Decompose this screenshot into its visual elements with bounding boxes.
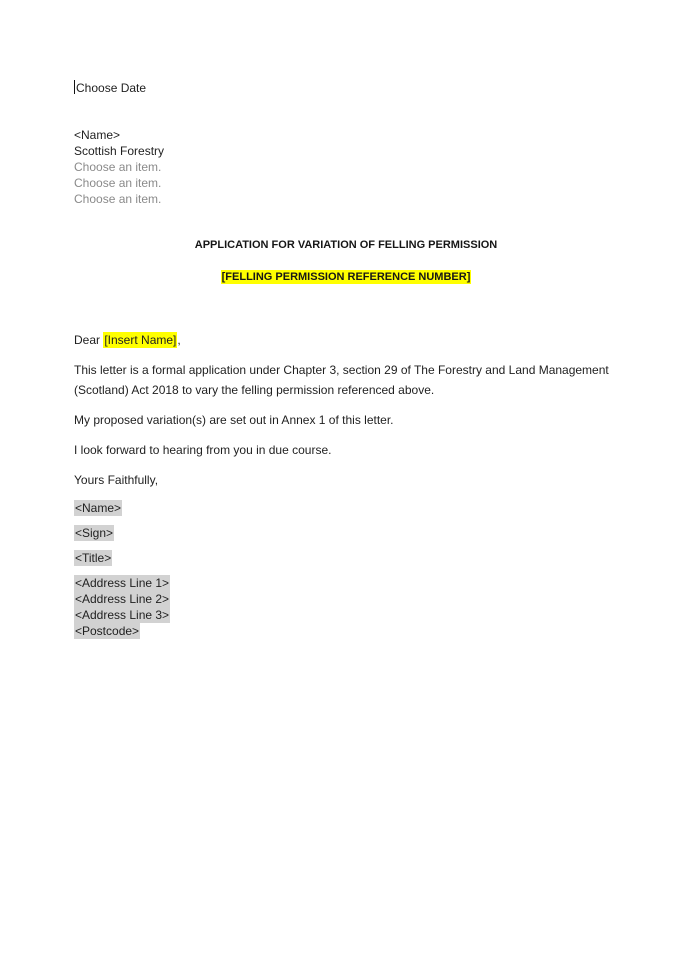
recipient-organisation: Scottish Forestry bbox=[74, 144, 165, 158]
signature-address-block bbox=[74, 575, 618, 639]
text-cursor bbox=[74, 80, 75, 94]
salutation-prefix: Dear bbox=[74, 333, 104, 347]
body-paragraph: I look forward to hearing from you in due course. bbox=[74, 443, 332, 457]
signature-address-line bbox=[74, 623, 618, 639]
signature-name-line bbox=[74, 500, 618, 516]
date-placeholder[interactable]: Choose Date bbox=[76, 81, 147, 95]
signature-sign-line bbox=[74, 525, 618, 541]
recipient-block bbox=[74, 127, 618, 207]
salutation-suffix: , bbox=[177, 333, 181, 347]
signature-address-placeholder[interactable]: <Address Line 2> bbox=[75, 592, 170, 606]
signature-address-line bbox=[74, 591, 618, 607]
signature-address-placeholder[interactable]: <Address Line 3> bbox=[75, 608, 170, 622]
recipient-address-placeholder[interactable]: Choose an item. bbox=[74, 192, 162, 206]
signature-title-line bbox=[74, 550, 618, 566]
closing-line: Yours Faithfully, bbox=[74, 473, 159, 487]
signature-address-line bbox=[74, 575, 618, 591]
reference-line bbox=[74, 269, 618, 285]
signature-address-line bbox=[74, 607, 618, 623]
salutation-name-placeholder[interactable]: [Insert Name] bbox=[104, 333, 177, 347]
signature-title-placeholder[interactable]: <Title> bbox=[75, 551, 112, 565]
reference-number-placeholder[interactable]: [FELLING PERMISSION REFERENCE NUMBER] bbox=[221, 271, 471, 283]
recipient-name-placeholder[interactable]: <Name> bbox=[74, 128, 121, 142]
letter-title: APPLICATION FOR VARIATION OF FELLING PERMISSION bbox=[194, 239, 498, 251]
signature-postcode-placeholder[interactable]: <Postcode> bbox=[75, 624, 140, 638]
recipient-address-placeholder[interactable]: Choose an item. bbox=[74, 176, 162, 190]
signature-name-placeholder[interactable]: <Name> bbox=[75, 501, 122, 515]
salutation-line bbox=[74, 330, 618, 350]
date-line bbox=[74, 80, 618, 96]
body-paragraph: My proposed variation(s) are set out in Annex 1 of this letter. bbox=[74, 413, 394, 427]
signature-sign-placeholder[interactable]: <Sign> bbox=[75, 526, 114, 540]
signature-address-placeholder[interactable]: <Address Line 1> bbox=[75, 576, 170, 590]
recipient-address-placeholder[interactable]: Choose an item. bbox=[74, 160, 162, 174]
body-paragraph: This letter is a formal application under Chapter 3, section 29 of The Forestry and Land Management (Scotland) Act 2018 to vary the felling permission referenced above. bbox=[74, 363, 609, 397]
